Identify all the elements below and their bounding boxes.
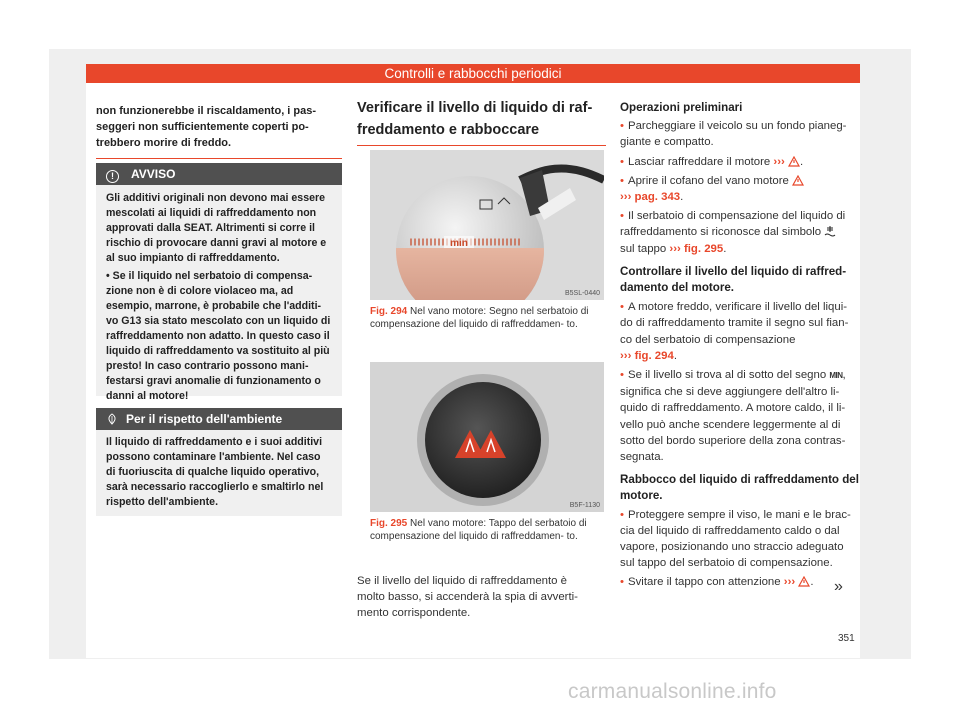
warning-triangle-icon[interactable]	[798, 576, 810, 587]
check-heading: Controllare il livello del liquido di raffred- damento del motore.	[620, 264, 847, 295]
step-cool-text: Lasciar raffreddare il motore	[628, 155, 771, 168]
figure-code: B5SL-0440	[564, 290, 600, 297]
figure-number: Fig. 294	[370, 306, 408, 317]
page-number: 351	[838, 633, 855, 644]
step-cool: • Lasciar raffreddare il motore ››› .	[620, 154, 860, 170]
warning-paragraph: Gli additivi originali non devono mai essere mescolati ai liquidi di raffreddamento non approvati dalla SEAT. Altrimenti si corre il rischio di provocare danni gravi al motore e al suo impianto di raffreddamento.	[106, 192, 327, 264]
step-identify-text: Il serbatoio di compensazione del liquido di raffreddamento si riconosce dal simbolo	[620, 210, 846, 239]
coolant-symbol-icon	[824, 225, 836, 237]
environment-body	[96, 430, 342, 510]
column-middle	[357, 97, 606, 146]
warning-icon: !	[106, 170, 119, 183]
section-title-line-1: Verificare il livello di liquido di raf-	[357, 100, 593, 116]
figure-number: Fig. 295	[370, 518, 408, 529]
page-header: Controlli e rabbocchi periodici	[86, 64, 860, 83]
step-unscrew: • Svitare il tappo con attenzione ››› .	[620, 574, 860, 590]
bullet-dot	[620, 576, 628, 588]
tank-cap-illustration	[370, 362, 604, 512]
column-right	[620, 100, 860, 591]
ref-arrows[interactable]: ›››	[773, 155, 785, 168]
figure-ref-link[interactable]: fig. 295	[683, 242, 724, 255]
step-protect: • Proteggere sempre il viso, le mani e le brac- cia del liquido di raffreddamento caldo o dal vapore, posizionando uno straccio adeguato sul tappo del serbatoio di compensazione.	[620, 507, 860, 572]
step-open-hood-text: Aprire il cofano del vano motore	[628, 174, 789, 187]
warning-box	[96, 163, 342, 402]
figure-294-caption	[370, 306, 606, 331]
step-identify-text-2: sul tappo	[620, 242, 667, 255]
step-below-min-text: Se il livello si trova al di sotto del segno	[628, 369, 827, 382]
ref-arrows[interactable]: ›››	[620, 349, 632, 362]
refill-heading: Rabbocco del liquido di raffreddamento del motore.	[620, 473, 859, 503]
section-title-line-2: freddamento e rabboccare	[357, 122, 540, 138]
expansion-tank-illustration	[370, 150, 604, 300]
figure-294-image	[370, 150, 604, 300]
bullet-dot: •	[106, 270, 113, 282]
figure-295-image	[370, 362, 604, 512]
step-park: • Parcheggiare il veicolo su un fondo pianeg- giante e compatto.	[620, 118, 860, 150]
warning-bullet	[106, 269, 332, 404]
step-identify-tank: • Il serbatoio di compensazione del liquido di raffreddamento si riconosce dal simbolo sul tappo ››› fig. 295.	[620, 208, 860, 257]
bullet-dot	[620, 369, 628, 381]
warning-triangle-icon[interactable]	[788, 156, 800, 167]
ref-arrows[interactable]: ›››	[669, 242, 681, 255]
bullet-dot	[620, 301, 628, 313]
bullet-dot	[620, 156, 628, 168]
watermark: carmanualsonline.info	[568, 680, 777, 703]
step-open-hood: • Aprire il cofano del vano motore ››› pag. 343.	[620, 173, 860, 205]
min-symbol: MIN	[829, 371, 843, 381]
title-underline	[357, 145, 606, 146]
prelim-heading: Operazioni preliminari	[620, 101, 743, 114]
ref-arrows[interactable]: ›››	[783, 576, 796, 589]
divider	[96, 158, 342, 159]
figure-295-caption	[370, 518, 606, 543]
environment-text: Il liquido di raffreddamento e i suoi additivi possono contaminare l'ambiente. Nel caso di fuoriuscita di qualche liquido operativo, sarà necessario raccoglierlo e smaltirlo nel rispetto dell'ambiente.	[106, 436, 324, 508]
step-unscrew-text: Svitare il tappo con attenzione	[628, 576, 781, 589]
intro-text: non funzionerebbe il riscaldamento, i pas- seggeri non sufficientemente coperti po- trebbero morire di freddo.	[96, 105, 317, 149]
warning-header	[96, 163, 342, 185]
column-left	[96, 103, 342, 159]
step-below-min-text-2: significa che si deve aggiungere dell'altro li- quido di raffreddamento. A motore caldo, il li- vello può anche scendere leggermente al di sotto del bordo superiore della zona contras- segnata.	[620, 386, 846, 464]
min-mark: min	[450, 238, 468, 249]
environment-header	[96, 408, 342, 430]
warning-triangle-icon[interactable]	[792, 175, 804, 186]
caption-text: Nel vano motore: Segno nel serbatoio di compensazione del liquido di raffreddamen- to.	[370, 306, 589, 330]
warning-bullet-text: Se il liquido nel serbatoio di compensa- zione non è di colore violaceo ma, ad esempio, marrone, è probabile che l'additi- vo G13 sia stato mescolato con un liquido di raffreddamento non adatto. In questo caso il liquido di raffreddamento va sostituito al più presto! In caso contrario possono mani- festarsi gravi anomalie di funzionamento o danni al motore!	[106, 270, 331, 402]
page-ref-link[interactable]: ››› pag. 343	[620, 191, 681, 204]
environment-title: Per il rispetto dell'ambiente	[126, 412, 283, 426]
bullet-dot	[620, 210, 628, 222]
figure-code: B5F-1130	[569, 502, 600, 509]
step-below-min: • Se il livello si trova al di sotto del segno MIN, significa che si deve aggiungere dell'altro li- quido di raffreddamento. A motore caldo, il li- vello può anche scendere leggermente al di sotto del bordo superiore della zona contras- segnata.	[620, 367, 860, 465]
warning-title: AVVISO	[131, 167, 176, 181]
section-title	[357, 97, 606, 141]
step-check-text: A motore freddo, verificare il livello del liqui- do di raffreddamento tramite il segno sul fian- co del serbatoio di compensazione	[620, 301, 849, 346]
caption-text: Nel vano motore: Tappo del serbatoio di compensazione del liquido di raffreddamen- to.	[370, 518, 587, 542]
leaf-icon	[106, 413, 118, 425]
step-check-level: • A motore freddo, verificare il livello del liqui- do di raffreddamento tramite il segno sul fian- co del serbatoio di compensazione ››› fig. 294.	[620, 299, 860, 364]
environment-box	[96, 408, 342, 516]
figure-ref-link[interactable]: fig. 294	[634, 349, 674, 362]
warning-body	[96, 185, 342, 404]
continue-marker: »	[834, 578, 843, 595]
bullet-dot	[620, 175, 628, 187]
low-level-text: Se il livello del liquido di raffreddamento è molto basso, si accenderà la spia di avverti- mento corrispondente.	[357, 575, 578, 620]
